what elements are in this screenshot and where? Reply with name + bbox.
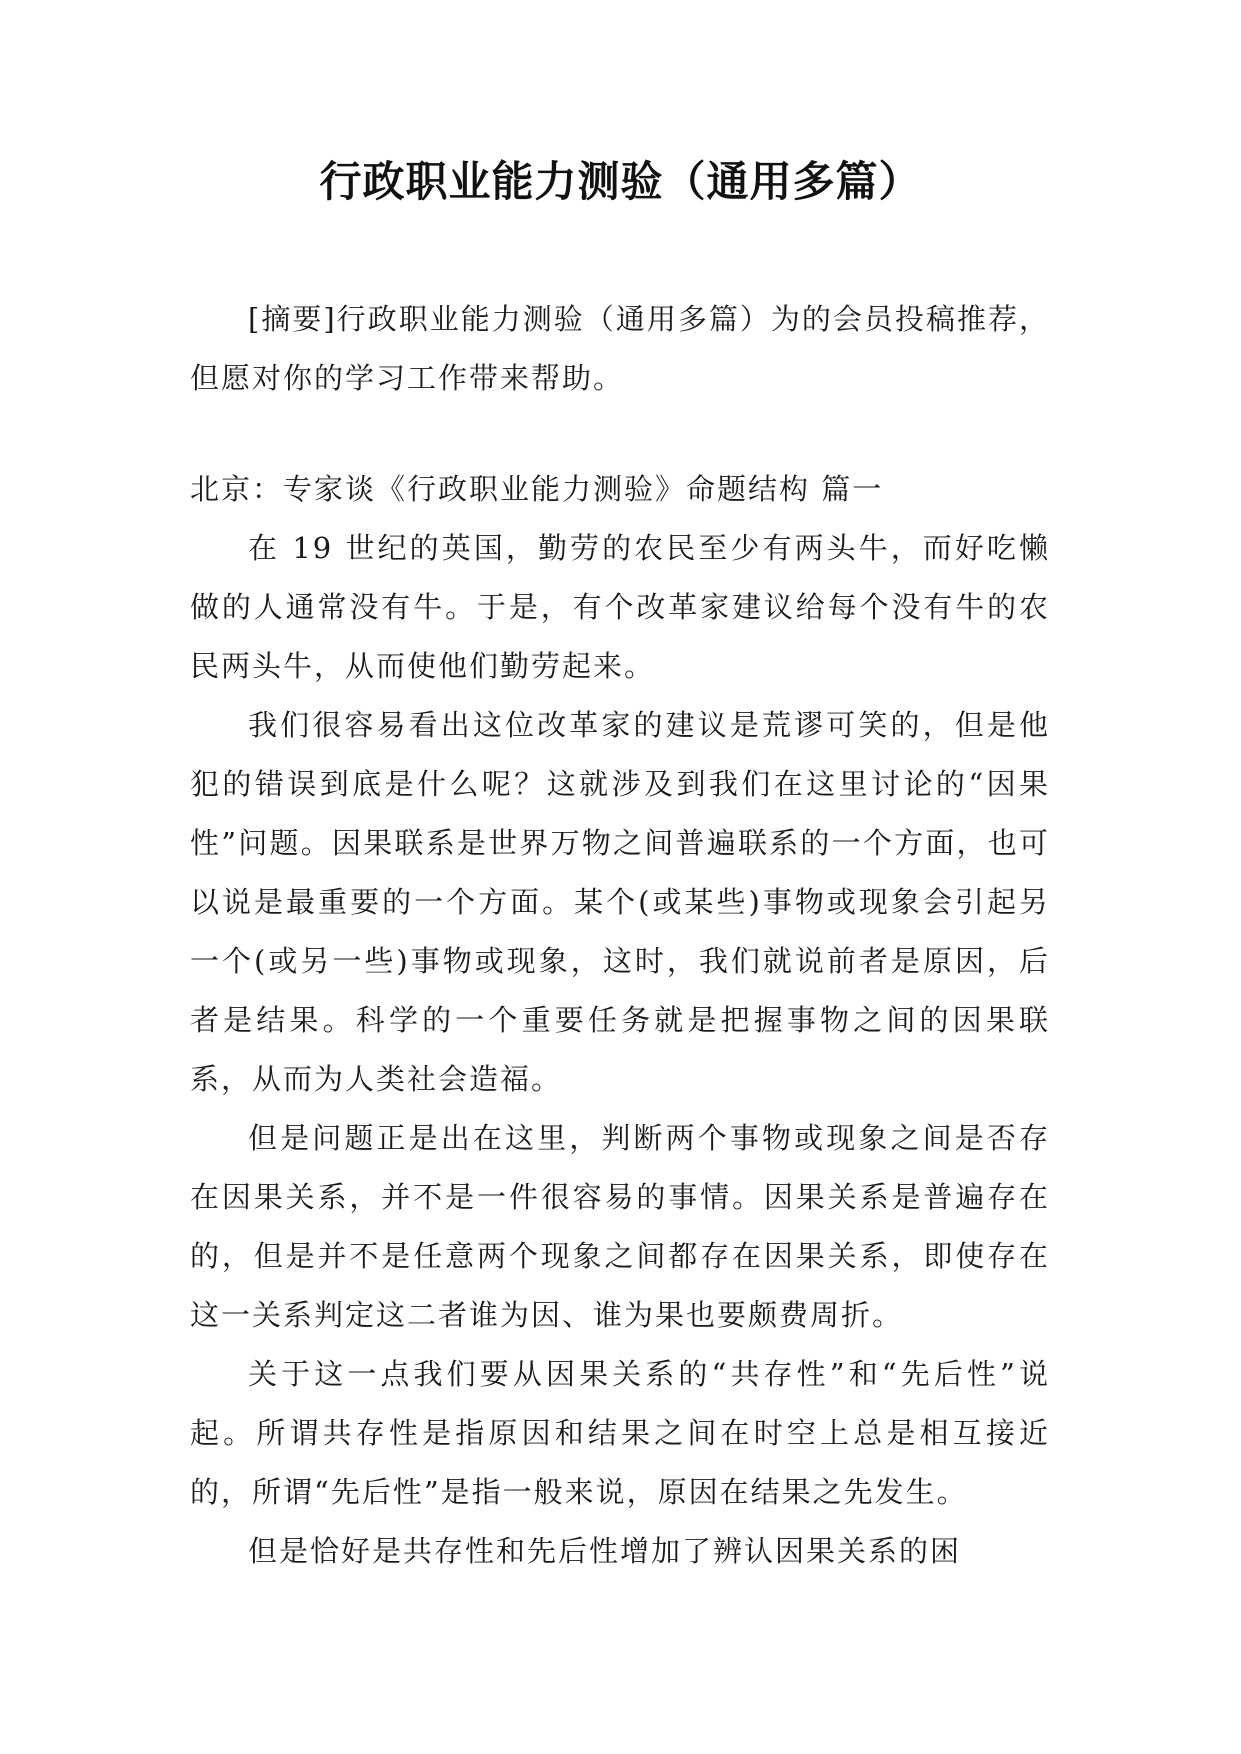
document-body <box>190 290 1050 1581</box>
body-paragraph-1: 在 19 世纪的英国，勤劳的农民至少有两头牛，而好吃懒做的人通常没有牛。于是，有个改革家建议给每个没有牛的农民两头牛，从而使他们勤劳起来。 <box>190 531 1050 683</box>
document-title: 行政职业能力测验（通用多篇） <box>319 157 922 206</box>
body-paragraph-4: 关于这一点我们要从因果关系的“共存性”和“先后性”说起。所谓共存性是指原因和结果之间在时空上总是相互接近的，所谓“先后性”是指一般来说，原因在结果之先发生。 <box>190 1357 1050 1509</box>
body-paragraph-2: 我们很容易看出这位改革家的建议是荒谬可笑的，但是他犯的错误到底是什么呢？这就涉及到我们在这里讨论的“因果性”问题。因果联系是世界万物之间普遍联系的一个方面，也可以说是最重要的一个方面。某个(或某些)事物或现象会引起另一个(或另一些)事物或现象，这时，我们就说前者是原因，后者是结果。科学的一个重要任务就是把握事物之间的因果联系，从而为人类社会造福。 <box>190 708 1050 1096</box>
section-heading: 北京：专家谈《行政职业能力测验》命题结构 篇一 <box>190 472 884 506</box>
body-paragraph-3: 但是问题正是出在这里，判断两个事物或现象之间是否存在因果关系，并不是一件很容易的事情。因果关系是普遍存在的，但是并不是任意两个现象之间都存在因果关系，即使存在这一关系判定这二者谁为因、谁为果也要颇费周折。 <box>190 1121 1050 1332</box>
body-paragraph-5: 但是恰好是共存性和先后性增加了辨认因果关系的困 <box>248 1534 962 1568</box>
abstract-paragraph: [摘要]行政职业能力测验（通用多篇）为的会员投稿推荐，但愿对你的学习工作带来帮助。 <box>190 302 1050 395</box>
